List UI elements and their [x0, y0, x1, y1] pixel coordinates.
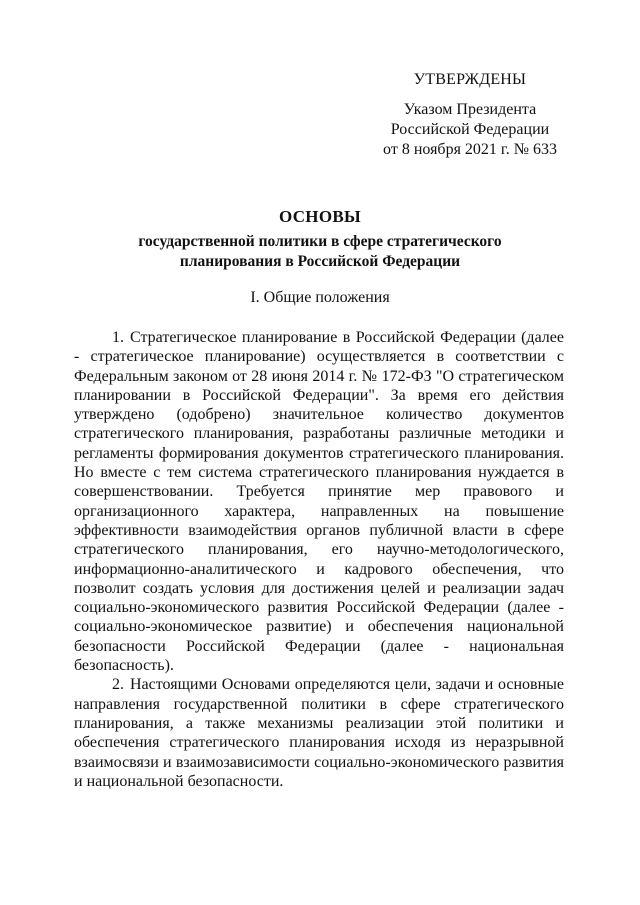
- approval-line-date: от 8 ноября 2021 г. № 633: [383, 141, 557, 158]
- paragraph-number: 1.: [112, 329, 124, 346]
- title-main: ОСНОВЫ: [279, 207, 361, 226]
- approved-label: УТВЕРЖДЕНЫ: [413, 71, 527, 88]
- paragraph-2: [74, 675, 564, 791]
- paragraph-1: [74, 328, 564, 675]
- paragraph-number: 2.: [112, 676, 124, 694]
- document-body: [74, 328, 564, 791]
- approval-line-decree: Указом Президента: [403, 101, 537, 118]
- paragraph-text: Стратегическое планирование в Российской Федерации (далее - стратегическое планирование) осуществляется в соответствии с Федеральным законом от 28 июня 2014 г. № 172-ФЗ "О стратегическом планировании в Российской Федерации". За время его действия утверждено (одобрено) значительное количество документов стратегического планирования, разработаны различные методики и регламенты формирования документов стратегического планирования. Но вместе с тем система стратегического планирования нуждается в совершенствовании. Требуется принятие мер правового и организационного характера, направленных на повышение эффективности взаимодействия органов публичной власти в сфере стратегического планирования, его научно-методологического, информационно-аналитического и кадрового обеспечения, что позволит создать условия для достижения целей и реализации задач социально-экономического развития Российской Федерации (далее - социально-экономическое развитие) и обеспечения национальной безопасности Российской Федерации (далее - национальная безопасность).: [74, 329, 564, 675]
- title-subline-2: планирования в Российской Федерации: [179, 253, 461, 270]
- paragraph-text: Настоящими Основами определяются цели, задачи и основные направления государственной политики в сфере стратегического планирования, а также механизмы реализации этой политики и обеспечения стратегического планирования исходя из неразрывной взаимосвязи и взаимозависимости социально-экономического развития и национальной безопасности.: [74, 676, 564, 790]
- section-heading: I. Общие положения: [250, 289, 390, 306]
- approval-stamp: [370, 70, 570, 160]
- approval-line-country: Российской Федерации: [390, 121, 550, 138]
- title-subline-1: государственной политики в сфере стратегического: [138, 233, 502, 250]
- document-title: [70, 206, 570, 272]
